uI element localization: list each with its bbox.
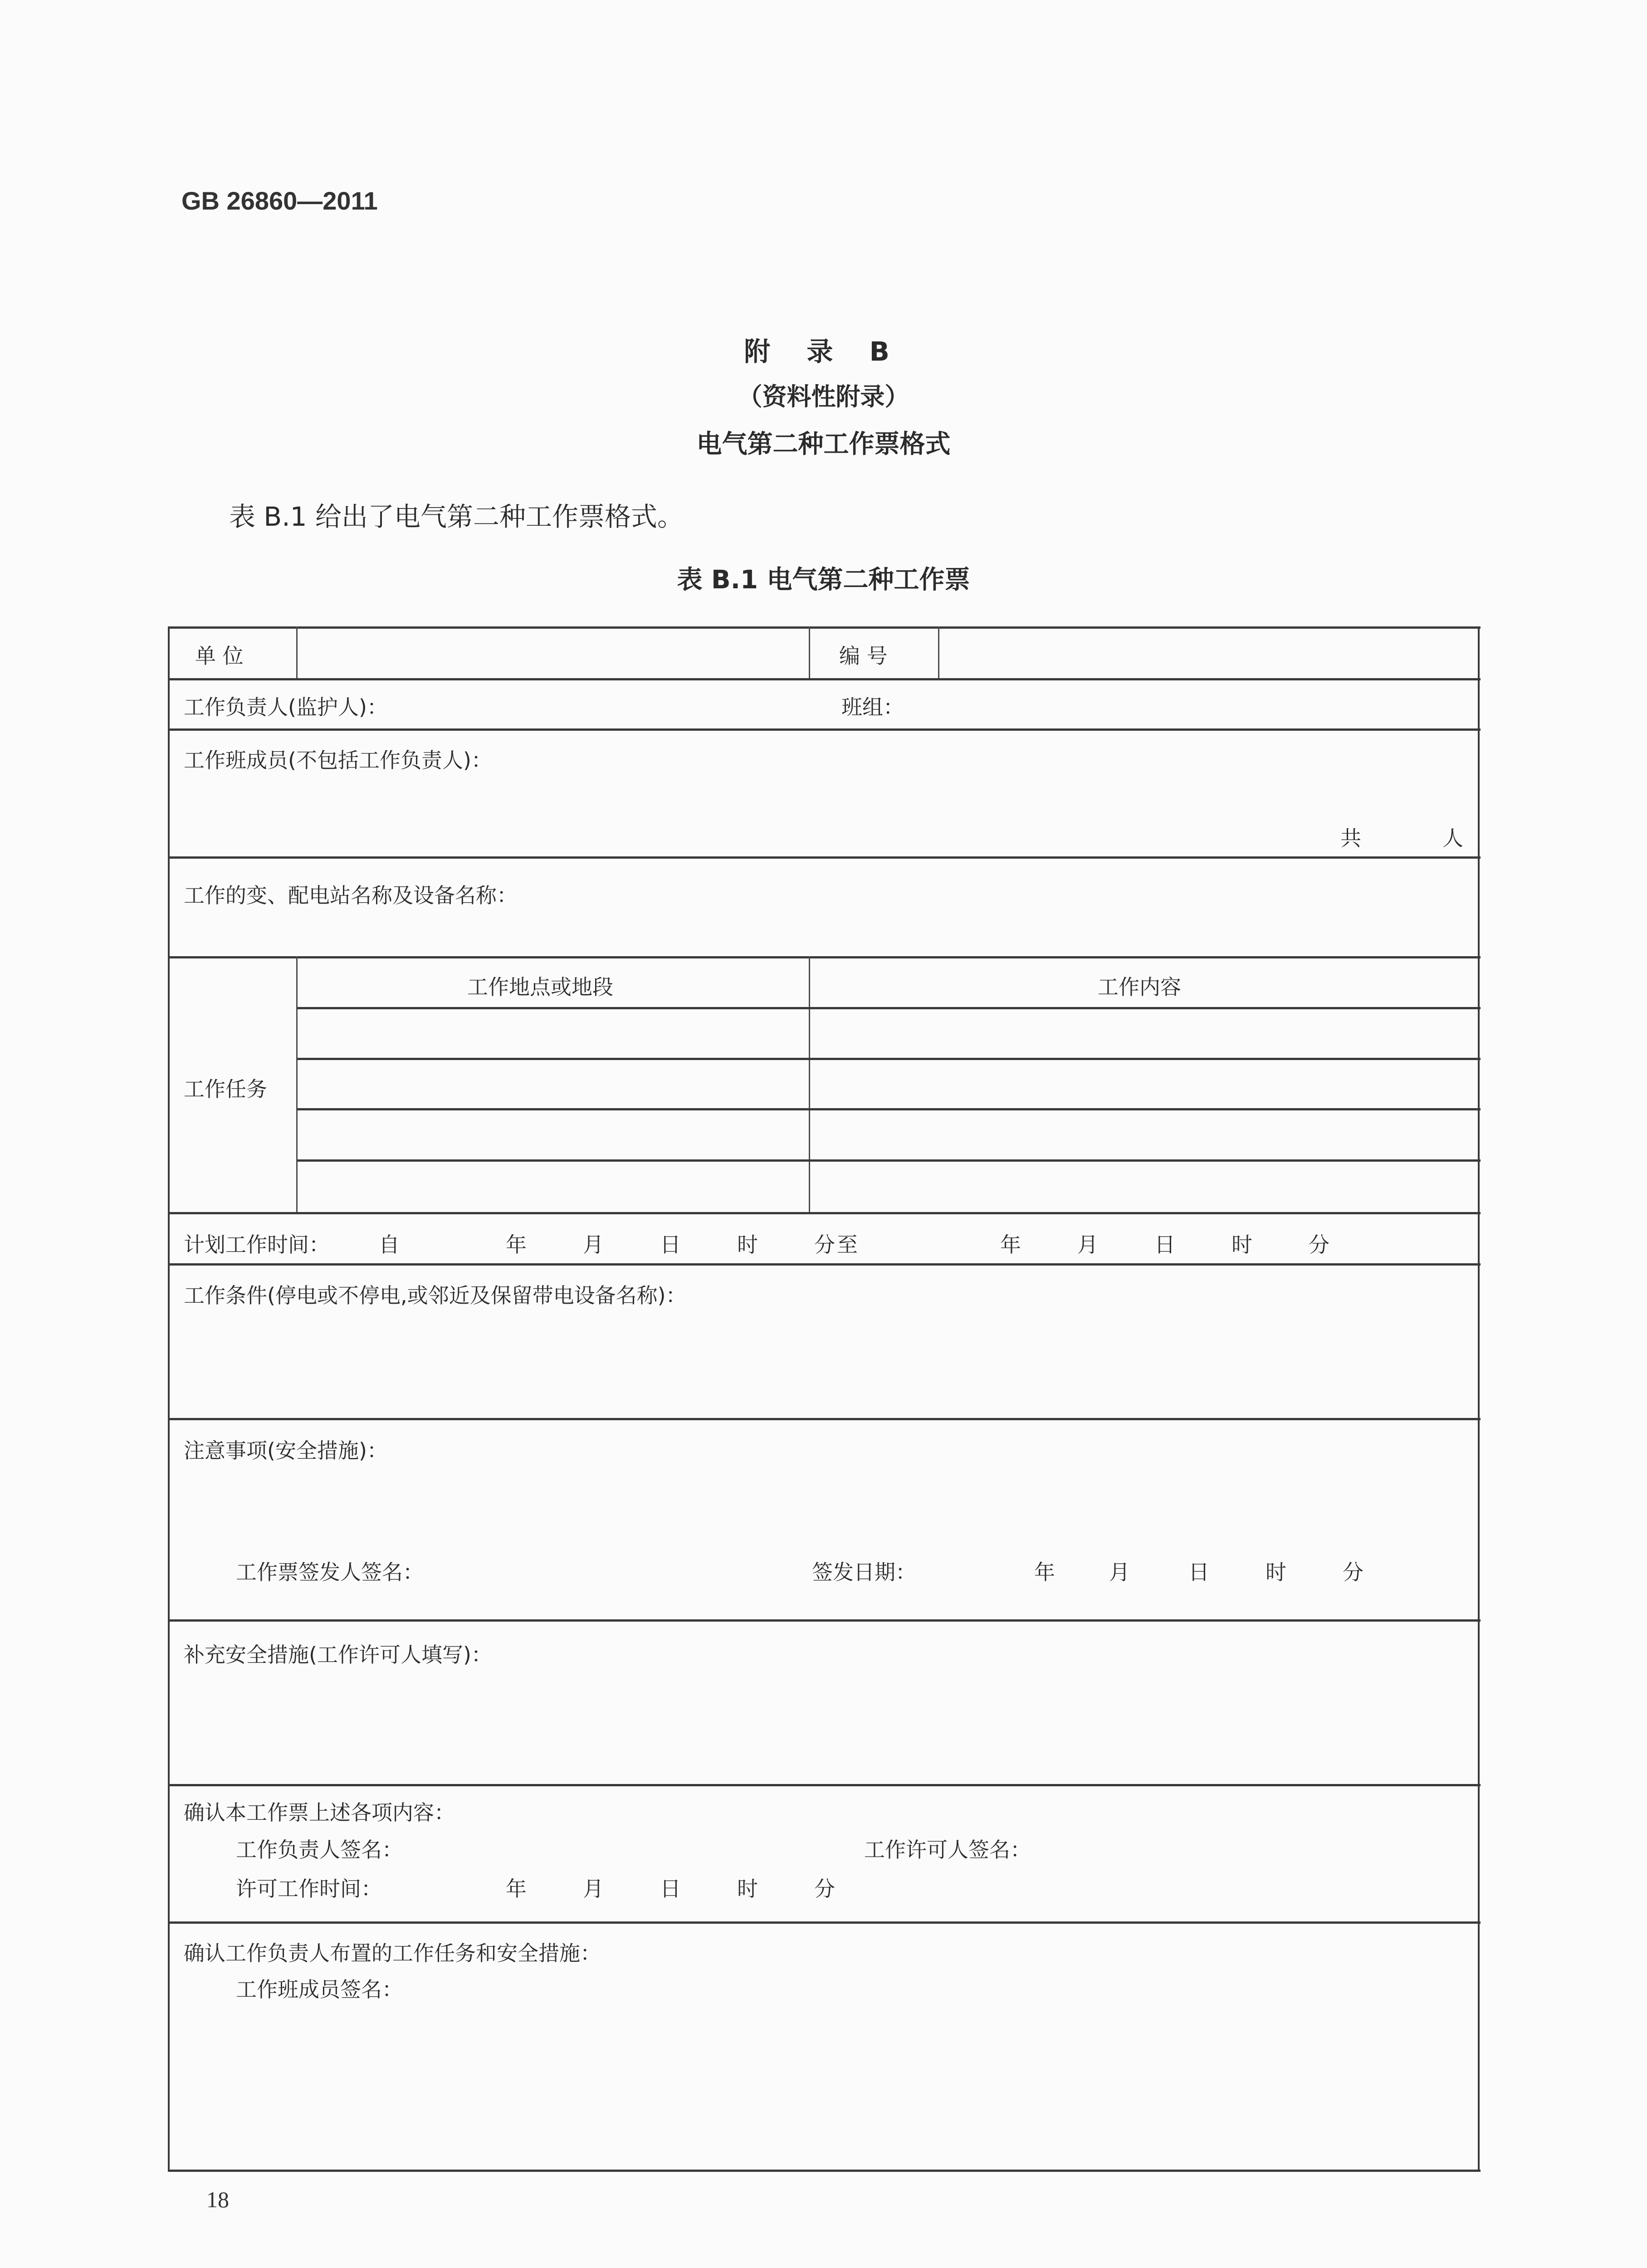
plan-time-to: 至 (837, 1232, 858, 1257)
task-row-4-location[interactable] (299, 1162, 807, 1211)
issuer-sign-label[interactable]: 工作票签发人签名： (236, 1560, 424, 1584)
row-line (297, 1108, 1481, 1110)
unit-field[interactable] (299, 628, 807, 677)
row-line (297, 1159, 1481, 1162)
issue-date-minute[interactable]: 分 (1343, 1560, 1364, 1584)
plan-time-end-month[interactable]: 月 (1077, 1232, 1098, 1257)
plan-time-day[interactable]: 日 (660, 1232, 681, 1257)
plan-time-month[interactable]: 月 (583, 1232, 604, 1257)
supplement-label[interactable]: 补充安全措施(工作许可人填写)： (184, 1642, 492, 1667)
annex-subtitle: （资料性附录） (738, 382, 909, 411)
issue-date-label: 签发日期： (812, 1560, 916, 1584)
persons-label: 人 (1442, 826, 1463, 850)
task-col-content: 工作内容 (1098, 975, 1181, 999)
precautions-label[interactable]: 注意事项(安全措施)： (184, 1438, 388, 1463)
plan-time-from: 自 (379, 1232, 400, 1257)
leader-sign-label[interactable]: 工作负责人签名： (236, 1838, 403, 1862)
station-label[interactable]: 工作的变、配电站名称及设备名称： (184, 883, 518, 908)
row-line (169, 1921, 1481, 1924)
issue-date-hour[interactable]: 时 (1266, 1560, 1286, 1584)
plan-time-minute[interactable]: 分 (814, 1232, 835, 1257)
conditions-label[interactable]: 工作条件(停电或不停电,或邻近及保留带电设备名称)： (184, 1283, 687, 1308)
row-line (297, 1007, 1481, 1009)
row-line (169, 678, 1481, 680)
divider (296, 956, 298, 1213)
issue-date-day[interactable]: 日 (1188, 1560, 1209, 1584)
row-line (169, 1418, 1481, 1420)
task-col-location: 工作地点或地段 (467, 975, 613, 999)
task-row-2-location[interactable] (299, 1061, 807, 1108)
members-sign-label[interactable]: 工作班成员签名： (236, 1977, 403, 2002)
permit-time-month[interactable]: 月 (583, 1877, 604, 1901)
permitter-sign-label[interactable]: 工作许可人签名： (864, 1838, 1031, 1862)
plan-time-end-year[interactable]: 年 (1000, 1232, 1021, 1257)
permit-time-year[interactable]: 年 (506, 1877, 527, 1901)
total-label: 共 (1340, 826, 1361, 850)
unit-label: 单 位 (195, 644, 244, 668)
table-caption: 表 B.1 电气第二种工作票 (677, 565, 970, 595)
divider (938, 626, 939, 679)
number-label: 编 号 (839, 644, 888, 668)
row-line (169, 728, 1481, 731)
issue-date-year[interactable]: 年 (1034, 1560, 1055, 1584)
row-line (297, 1058, 1481, 1060)
members-label[interactable]: 工作班成员(不包括工作负责人)： (184, 748, 492, 772)
task-row-1-location[interactable] (299, 1010, 807, 1057)
task-row-1-content[interactable] (812, 1010, 1476, 1057)
plan-time-end-minute[interactable]: 分 (1309, 1232, 1329, 1257)
task-label: 工作任务 (184, 1077, 267, 1101)
divider (296, 626, 298, 679)
plan-time-end-hour[interactable]: 时 (1232, 1232, 1252, 1257)
permit-time-minute[interactable]: 分 (814, 1877, 835, 1901)
task-row-3-content[interactable] (812, 1111, 1476, 1158)
team-label[interactable]: 班组： (841, 695, 904, 719)
row-line (169, 956, 1481, 958)
number-field[interactable] (941, 628, 1476, 677)
plan-time-year[interactable]: 年 (506, 1232, 527, 1257)
intro-text: 表 B.1 给出了电气第二种工作票格式。 (229, 501, 684, 532)
leader-label[interactable]: 工作负责人(监护人)： (184, 695, 388, 719)
plan-time-label: 计划工作时间： (184, 1232, 330, 1257)
issue-date-month[interactable]: 月 (1109, 1560, 1130, 1584)
permit-time-hour[interactable]: 时 (737, 1877, 758, 1901)
page-number: 18 (206, 2187, 229, 2212)
task-row-4-content[interactable] (812, 1162, 1476, 1211)
annex-name: 电气第二种工作票格式 (696, 430, 951, 459)
row-line (169, 856, 1481, 859)
task-row-2-content[interactable] (812, 1061, 1476, 1108)
confirm-label: 确认本工作票上述各项内容： (184, 1800, 455, 1825)
plan-time-hour[interactable]: 时 (737, 1232, 758, 1257)
plan-time-end-day[interactable]: 日 (1154, 1232, 1175, 1257)
row-line (169, 1212, 1481, 1214)
confirm-tasks-label: 确认工作负责人布置的工作任务和安全措施： (184, 1941, 601, 1965)
standard-code: GB 26860—2011 (181, 186, 378, 215)
row-line (169, 1263, 1481, 1266)
divider (809, 956, 810, 1213)
row-line (169, 1619, 1481, 1622)
annex-title: 附 录 B (744, 336, 903, 367)
divider (809, 626, 810, 679)
row-line (169, 1784, 1481, 1786)
permit-time-label: 许可工作时间： (236, 1877, 382, 1901)
permit-time-day[interactable]: 日 (660, 1877, 681, 1901)
table-border-bottom (169, 2170, 1481, 2172)
task-row-3-location[interactable] (299, 1111, 807, 1158)
